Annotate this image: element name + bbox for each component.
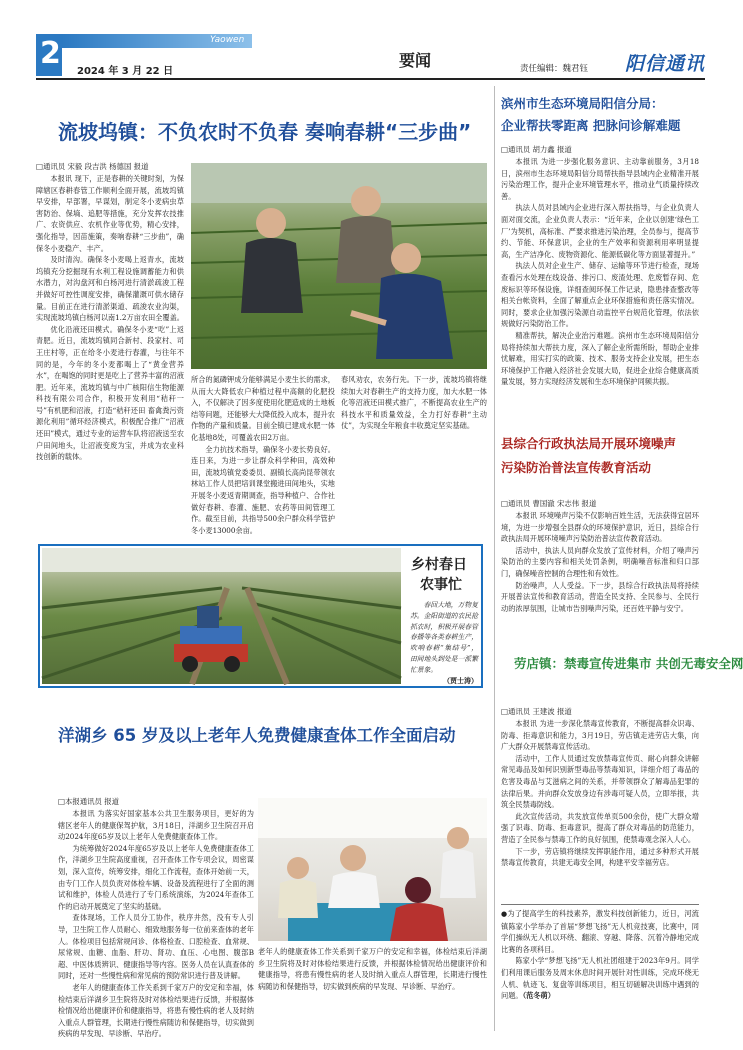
column-divider (494, 86, 495, 1031)
masthead-logo: 阳信通讯 (625, 53, 706, 75)
drug-paragraph: 活动中，工作人员通过发放禁毒宣传页、耐心向群众讲解常见毒品及如何识别新型毒品等禁毒知识，详细介绍了毒品的危害及毒品与艾滋病之间的关系，并带领群众了解毒品犯罪的法律后果。并向群众发放身边有涉毒可疑人员，立即举报，共筑全民禁毒防线。 (501, 753, 699, 810)
health-paragraph: 为统筹做好2024年度65岁及以上老年人免费健康查体工作，洋湖乡卫生院高度重视，召开查体工作专项会议，周密谋划，深入宣传，统筹安排，细化工作流程，查体开始前一天，由专门工作人员负责对体检车辆、设备及流程进行了全面的测试和维护，体检人员进行了专门系统演练，为2024年查体工作的启动开展奠定了坚实的基础。 (58, 843, 254, 911)
section-english: Yaowen (210, 35, 245, 45)
health-byline: □本报通讯员 报道 (58, 797, 120, 806)
health-photo-checkup (258, 798, 487, 941)
lead-middle-column (191, 374, 335, 536)
noise-headline-line2: 污染防治普法宣传教育活动 (501, 460, 652, 475)
drone-paragraph (501, 908, 699, 955)
lead-paragraph: 本报讯 现下，正是春耕的关键时刻，为保障辖区春耕春管工作顺利全面开展，流坡坞镇早安排，早部署，早谋划，制定冬小麦病虫草害防治、保墒、追肥等措施，充分发挥农技推广、农资供应、农机作业等优势，精心安排，强化指导，因苗施策，奏响春耕“三步曲”，确保冬小麦稳产、丰产。 (36, 174, 184, 253)
eco-story (501, 144, 699, 420)
feature-title-line1: 乡村春日 (411, 557, 467, 573)
noise-paragraph: 活动中，执法人员向群众发放了宣传材料，介绍了噪声污染防治的主要内容和相关处罚条例，明确噪音标准和归口部门，确保噪音控制的合理性和有效性。 (501, 545, 699, 578)
drone-brief (501, 908, 699, 1026)
lead-photo-field-inspection (191, 163, 487, 369)
health-headline: 洋湖乡 65 岁及以上老年人免费健康查体工作全面启动 (58, 726, 456, 745)
drug-story (501, 706, 699, 898)
lead-paragraph: 所合的氮磷钾成分能够满足小麦生长的需求，从而大大降低农户种植过程中高额的化肥投入，不仅解决了因多度使用化肥造成的土地板结等问题，还能够大大降低投入成本，提升农作物的产量和质量。目前全镇已建成水肥一体化基地8处，可覆盖农田2万亩。 (191, 375, 335, 442)
health-paragraph-continued: 老年人的健康查体工作关系到千家万户的安定和幸福，体检结束后洋湖乡卫生院将及时对体检结果进行反馈，并根据体检情况给出健康评价和健康指导，将患有慢性病的老人及时纳入重点人群管理，长期进行慢性病随访和保健指导，切实做到疾病的早发现、早诊断、早治疗。 (258, 947, 487, 991)
drug-paragraph: 此次宣传活动，共发放宣传单页500余份，使广大群众增强了识毒、防毒、拒毒意识，提高了群众对毒品的防范能力，营造了全民参与禁毒工作的良好氛围，使禁毒观念深入人心。 (501, 811, 699, 844)
editor-credit: 责任编辑：魏君钰 (520, 64, 589, 74)
drug-paragraph: 本报讯 为进一步深化禁毒宣传教育，不断提高群众识毒、防毒、拒毒意识和能力，3月19日，劳店镇走进劳店大集，向广大群众开展禁毒宣传活动。 (501, 719, 699, 752)
noise-story (501, 498, 699, 638)
lead-paragraph: 及时清沟。确保冬小麦喝上返青水，流坡坞镇充分挖掘现有水利工程设施调蓄能力和供水潜力，对沟盘河和白杨河进行清淤疏浚工程并做好可控性调度安排，确保灌溉可供水储存量。目前正在进行清淤渠道、疏浚农业沟渠，实现流坡坞镇白杨河以南1.2万亩农田全覆盖。 (36, 255, 184, 323)
field-scene-illustration (191, 163, 487, 369)
section-title: 要闻 (399, 51, 432, 70)
bullet-icon: ● (501, 910, 508, 918)
noise-paragraph: 防治噪声，人人受益。下一步，县综合行政执法局将持续开展普法宣传和教育活动，营造全民支持、全民参与、全民行动的浓厚氛围，让城市告别噪声污染，还百姓平静与安宁。 (501, 580, 699, 613)
drug-headline: 劳店镇：禁毒宣传进集市 共创无毒安全网 (514, 656, 743, 671)
eco-paragraph: 精准帮扶，解决企业治污难题。滨州市生态环境局阳信分局将持续加大帮扶力度，深入了解企业所需所盼，帮助企业排忧解难，用实打实的政策、技术、服务支持企业发展，把生态环境保护工作融入经济社会发展大局，促进企业综合健康高质量发展，努力实现经济发展和生态环境保护同频共振。 (501, 330, 699, 387)
brief-divider (501, 904, 699, 905)
lead-byline: □通讯员 宋毅 段吉洪 杨德国 报道 (36, 162, 149, 171)
tractor-field-illustration (42, 548, 401, 684)
health-left-column (58, 796, 254, 1039)
feature-caption-text: 春回大地，万物复苏。金阳街道的农民抢抓农时，积极开展春管春播等各类春耕生产，吹响春耕“集结号”，田间地头到处是一派繁忙景象。 (410, 601, 478, 674)
noise-headline-line1: 县综合行政执法局开展环境噪声 (501, 436, 677, 451)
eco-byline: □通讯员 胡力鑫 报道 (501, 145, 572, 154)
lead-headline: 流坡坞镇：不负农时不负春 奏响春耕“三步曲” (58, 120, 472, 144)
lead-right-column (341, 374, 487, 536)
page-header (0, 0, 735, 80)
lead-left-column (36, 161, 184, 536)
checkup-scene-illustration (258, 798, 487, 941)
feature-caption (410, 600, 478, 686)
drone-paragraph-text: 为了提高学生的科技素养，激发科技创新能力，近日，河流镇陈家小学举办了首届“梦想飞扬”无人机竞技赛，比赛中，同学们操纵无人机以环绕、翻滚、穿越、降落、沉着冷静地完成比赛的各项科目。 (501, 909, 699, 954)
lead-paragraph: 春风劝农，农务行先。下一步，流坡坞镇将继续加大对春耕生产的支持力度，加大水肥一体化等沼液还田模式推广，不断提高农业生产的科技水平和质量效益，全力打好春耕“主动仗”，为实现全年粮食丰收奠定坚实基础。 (341, 375, 487, 431)
eco-paragraph: 执法人员对县域内企业进行深入帮扶指导，与企业负责人面对面交流，企业负责人表示：“近年来，企业以创建‘绿色工厂’为契机，高标准、严要求推进污染治理，全员参与，提高节约、节能、环保意识，企业的生产效率和资源利用率明显提高，生产洁净化、废物资源化、能源低碳化等方面显著提升。” (501, 203, 699, 259)
feature-title-line2: 农事忙 (420, 577, 462, 593)
lead-paragraph: 优化沿液还田模式。确保冬小麦“吃”上返青肥。近日，流坡坞镇同合新村、段家村、司王庄村等，正在给冬小麦进行春灌，与往年不同的是，今年的冬小麦都喝上了“黄金营养水”，在喝饱的同时更是吃上了营养丰富的沼液肥。近年来，流坡坞镇与中广核阳信生物能源科技有限公司合作，积极开发利用“秸秆一号”有机肥和沼液，打造“秸秆还田 畜禽粪污资源化利用”循环经济模式，积极配合推广“沼液还田”模式，通过专业的运营车队将沼液送至农户田间地头，让沼液变废为宝，并成为农业科技创新的载体。 (36, 324, 184, 462)
issue-date: 2024 年 3 月 22 日 (77, 66, 174, 77)
eco-paragraph: 本报讯 为进一步强化服务意识、主动靠前服务，3月18日，滨州市生态环境局阳信分局帮扶指导县域内企业精准开展污染治理工作，提升企业环境管理水平，推动业气质量持续改善。 (501, 157, 699, 201)
eco-headline-line1: 滨州市生态环境局阳信分局： (501, 96, 664, 111)
eco-paragraph: 执法人员对企业生产、储存、运输等环节进行检查，现场查看污水处理在线设备、排污口、废渣处理、危废暂存间、危废标识等环保设施，详细查阅环保工作记录，隐患排查整改等相关台帐资料，全面了解重点企业环保措施和责任落实情况。同时，要求企业加强污染源自动监控平台规范化管理，依法依规做好污染防治工作。 (501, 261, 699, 329)
page-number: 2 (40, 36, 61, 71)
eco-headline-line2: 企业帮扶零距离 把脉问诊解难题 (501, 118, 681, 133)
health-paragraph: 查体现场，工作人员分工协作，秩序井然，没有专人引导，卫生院工作人员耐心、细致地服务每一位前来查体的老年人。体检项目包括常规问诊、体格检查、口腔检查、血常规、尿常规、血糖、血脂、肝功、肾功、血压、心电图、腹部B超、中医体质辨识、健康指导等内容。医务人员在认真查体的同时，还对一些慢性病和常见病的预防常识进行普及讲解。 (58, 913, 254, 981)
feature-credit: （贾士涛） (443, 675, 478, 685)
drone-paragraph-text: 陈家小学“梦想飞扬”无人机社团组建于2023年9月。同学们利用课后服务及周末休息时间开展针对性训练，完成环绕无人机、轨迹飞、复盘等训练项目，相互切磋解决训练中遇到的问题。 (501, 956, 699, 1001)
feature-photo-tractor (42, 548, 401, 684)
drug-paragraph: 下一步，劳店镇将继续发挥职能作用，通过多种形式开展禁毒宣传教育，共建无毒安全网，构建平安幸福劳店。 (501, 846, 699, 868)
drone-credit: （范冬萌） (522, 991, 555, 1001)
lead-paragraph: 全力抗技术指导，确保冬小麦长势良好。连日来，为进一步让群众科学种田，高效种田，流坡坞镇党委委员、副镇长高尚昆带领农林站工作人员把培训课堂搬进田间地头，实地开展冬小麦返青期调查，指导种植户、合作社做好春耕、春灌、施肥、农药等田间管理工作。截至目前，共指导500余户群众科学管护冬小麦13000余亩。 (191, 444, 335, 535)
header-rule (36, 78, 705, 80)
health-paragraph: 老年人的健康查体工作关系到千家万户的安定和幸福，体检结束后洋湖乡卫生院将及时对体检结果进行反馈，并根据体检情况给出健康评价和健康指导，将患有慢性病的老人及时纳入重点人群管理，长期进行慢性病随访和保健指导，切实做到疾病的早发现、早诊断、早治疗。 (58, 982, 254, 1039)
noise-byline: □通讯员 曹国澈 宋志伟 报道 (501, 499, 597, 508)
health-paragraph: 本报讯 为落实好国家基本公共卫生服务项目，更好的为辖区老年人的健康保驾护航，3月18日，洋湖乡卫生院召开启动2024年度65岁及以上老年人免费健康查体工作。 (58, 809, 254, 842)
noise-paragraph: 本报讯 环境噪声污染不仅影响百姓生活，无法获得宜居环境，为进一步增强全县群众的环境保护意识，近日，县综合行政执法局开展环境噪声污染防治普法宣传教育活动。 (501, 511, 699, 544)
health-right-column (258, 946, 487, 1028)
drone-paragraph (501, 955, 699, 1001)
drug-byline: □通讯员 王建波 报道 (501, 707, 572, 716)
